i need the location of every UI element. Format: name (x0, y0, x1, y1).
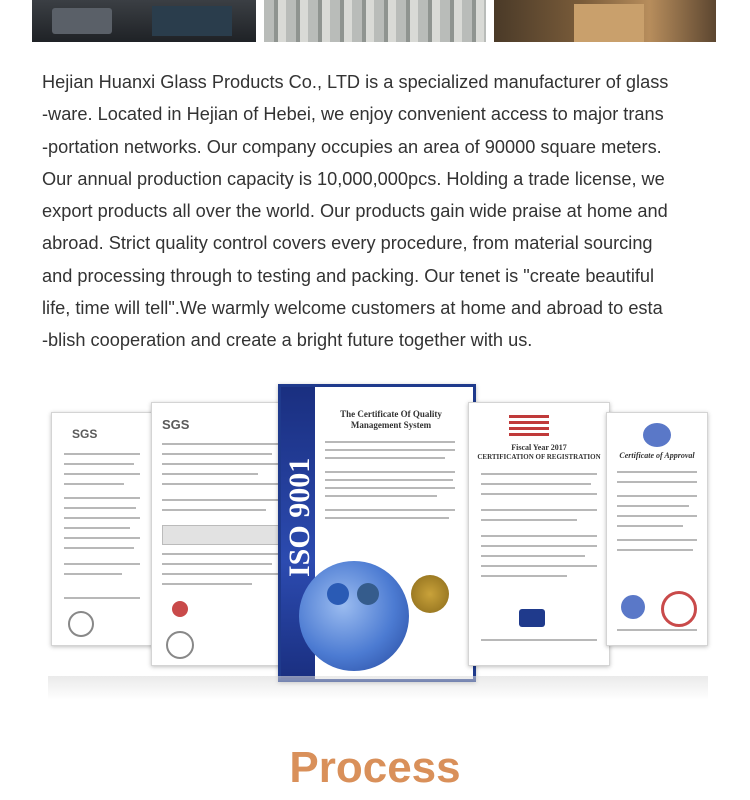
globe-graphic (299, 561, 409, 671)
approval-title: Certificate of Approval (619, 451, 695, 460)
intro-line: -blish cooperation and create a bright future together with us. (42, 330, 533, 351)
approval-emblem (643, 423, 671, 447)
sgs-test-certificate (151, 402, 293, 666)
factory-photo-strip (0, 0, 750, 42)
company-intro (42, 66, 722, 357)
sgs-seal (166, 631, 194, 659)
office-photo (32, 0, 256, 42)
iso-9001-certificate (278, 384, 476, 682)
sgs-logo: SGS (162, 417, 190, 432)
process-heading: Process (289, 743, 461, 792)
eagle-flag-emblem (509, 415, 549, 439)
gold-seal (411, 575, 449, 613)
intro-line: -portation networks. Our company occupies an area of 90000 square meters. (42, 136, 662, 157)
sgs-report-certificate (51, 412, 155, 646)
registration-title: CERTIFICATION OF REGISTRATION (477, 453, 601, 461)
intro-line: and processing through to testing and packing. Our tenet is "create beautiful (42, 265, 655, 286)
cnas-logo (357, 583, 379, 605)
glassware-stock-photo (264, 0, 486, 42)
sgs-seal (68, 611, 94, 637)
iaf-logo (621, 595, 645, 619)
iso-9001-label: ISO 9001 (283, 457, 316, 577)
approval-certificate (606, 412, 708, 646)
fiscal-registration-certificate (468, 402, 610, 666)
iaf-logo (327, 583, 349, 605)
certificates-gallery (48, 380, 708, 700)
intro-line: -ware. Located in Hejian of Hebei, we enjoy convenient access to major trans (42, 104, 664, 125)
red-seal (661, 591, 697, 627)
intro-line: Our annual production capacity is 10,000,000pcs. Holding a trade license, we (42, 168, 665, 189)
red-stamp (172, 601, 188, 617)
intro-line: abroad. Strict quality control covers every procedure, from material sourcing (42, 233, 653, 254)
gallery-reflection (48, 676, 708, 700)
iso-certificate-title: The Certificate Of Quality Management System (340, 409, 442, 430)
warehouse-photo (494, 0, 716, 42)
sgs-logo: SGS (72, 427, 98, 441)
fiscal-year-title: Fiscal Year 2017 (511, 443, 567, 452)
intro-line: life, time will tell".We warmly welcome customers at home and abroad to esta (42, 298, 663, 319)
fda-logo (519, 609, 545, 627)
intro-line: export products all over the world. Our products gain wide praise at home and (42, 201, 668, 222)
intro-line: Hejian Huanxi Glass Products Co., LTD is a specialized manufacturer of glass (42, 72, 669, 92)
